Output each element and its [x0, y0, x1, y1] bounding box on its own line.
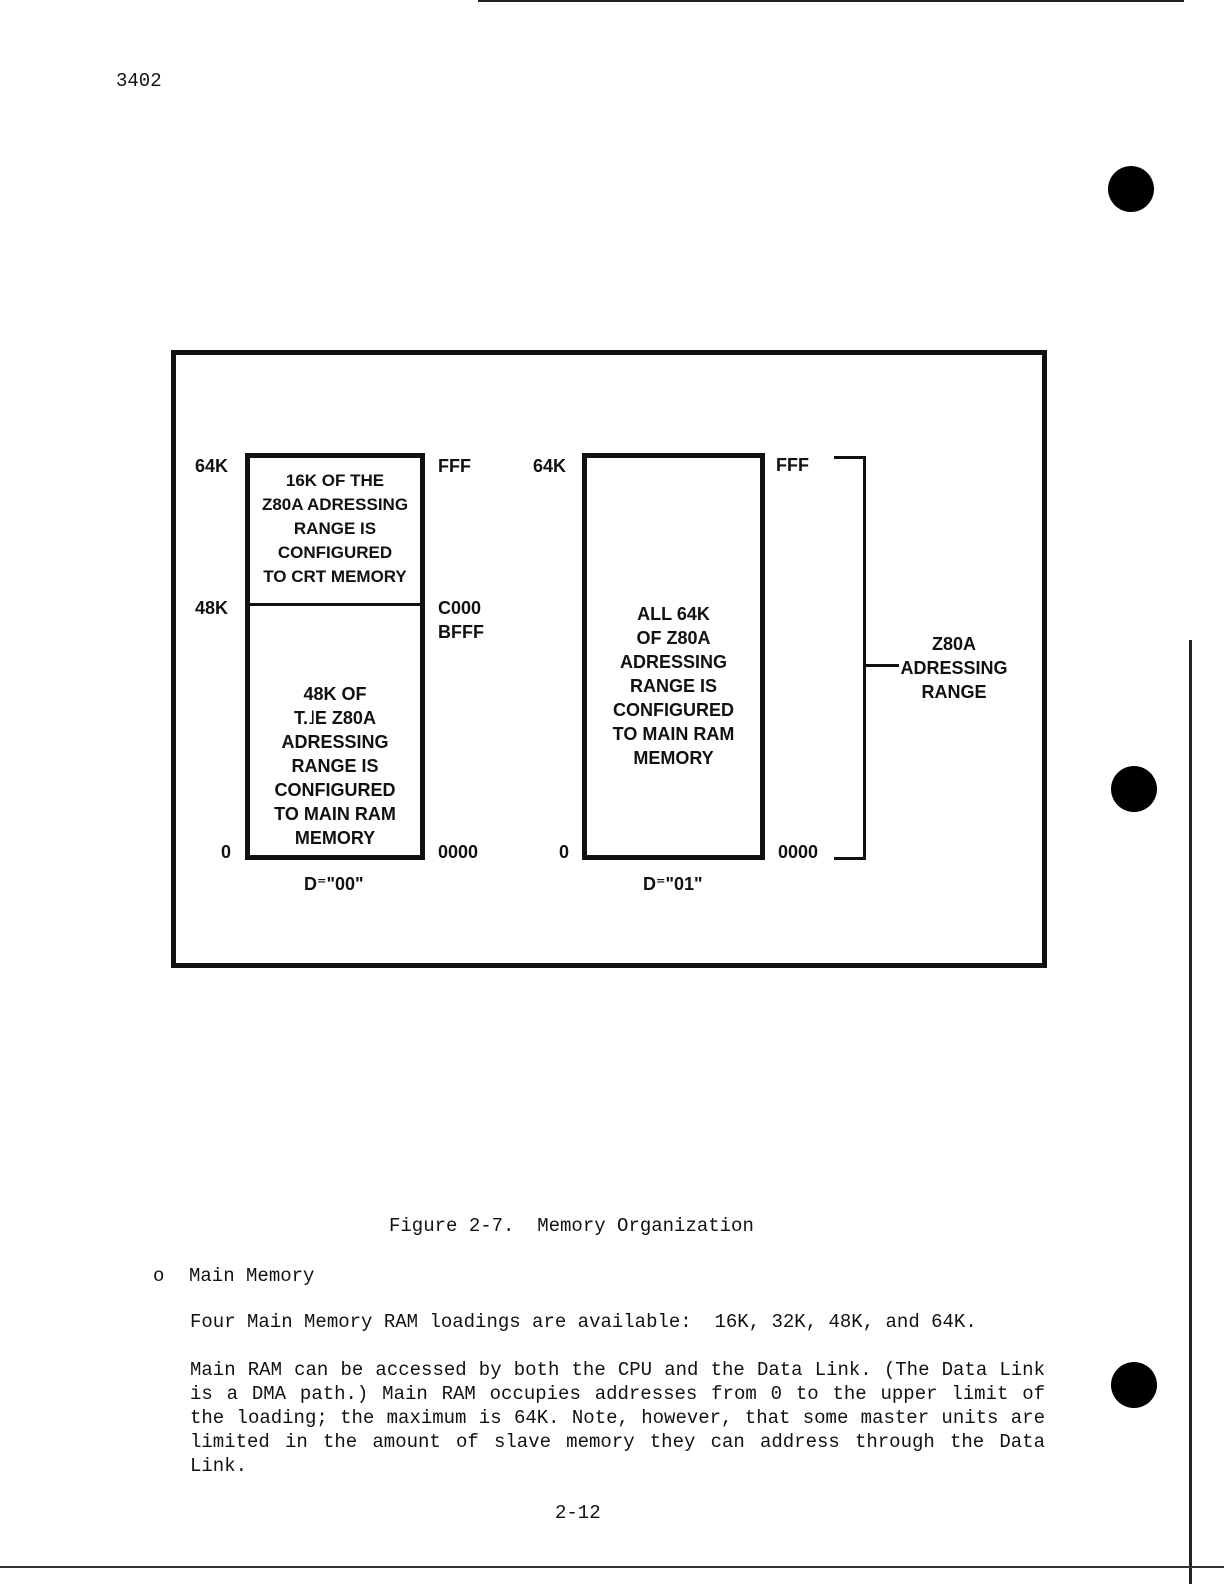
z80a-range-label: Z80A ADRESSING RANGE [900, 634, 1008, 702]
left-label-48k: 48K [195, 598, 229, 618]
bracket-top [834, 456, 866, 459]
punch-hole-top [1108, 166, 1154, 212]
right-block-caption: D⁼"01" [643, 874, 703, 894]
bullet: o [153, 1265, 165, 1287]
figure-caption: Figure 2-7. Memory Organization [389, 1215, 754, 1237]
left-addr-fff: FFF [438, 456, 471, 476]
main-ram-region-text: 48K OF T.˩E Z80A ADRESSING RANGE IS CONFIGURED TO MAIN RAM MEMORY [274, 684, 396, 848]
right-label-0: 0 [559, 842, 570, 862]
top-rule [478, 0, 1184, 2]
section-heading: Main Memory [189, 1265, 315, 1287]
left-addr-bfff: BFFF [438, 622, 484, 642]
paragraph-main-ram: Main RAM can be accessed by both the CPU and the Data Link. (The Data Link is a DMA path.) Main RAM occupies addresses from 0 to the upper limit of the loading; the maximum is 64K. Note, however, that some master units are limited in the amount of slave memory they can address through the Data Link. [190, 1359, 1045, 1477]
right-margin-rule [1189, 640, 1192, 1584]
right-addr-0000: 0000 [778, 842, 819, 862]
bracket-vertical [863, 456, 866, 860]
all-main-ram-text: ALL 64K OF Z80A ADRESSING RANGE IS CONFIGURED TO MAIN RAM MEMORY [612, 604, 735, 768]
left-label-0: 0 [221, 842, 232, 862]
right-addr-fff: FFF [776, 455, 809, 475]
left-addr-c000: C000 [438, 598, 482, 618]
paragraph-loadings: Four Main Memory RAM loadings are available: 16K, 32K, 48K, and 64K. [190, 1311, 977, 1333]
crt-memory-region-text: 16K OF THE Z80A ADRESSING RANGE IS CONFIGURED TO CRT MEMORY [261, 471, 409, 586]
bottom-rule [0, 1566, 1224, 1568]
punch-hole-middle [1111, 766, 1157, 812]
left-memory-divider [245, 603, 425, 606]
page-number-top: 3402 [116, 70, 162, 92]
left-addr-0000: 0000 [438, 842, 479, 862]
left-block-caption: D⁼"00" [304, 874, 364, 894]
bracket-bottom [834, 857, 866, 860]
punch-hole-bottom [1111, 1362, 1157, 1408]
right-label-64k: 64K [533, 456, 567, 476]
bracket-pointer [866, 664, 899, 667]
footer-page-number: 2-12 [555, 1502, 601, 1524]
left-label-64k: 64K [195, 456, 229, 476]
